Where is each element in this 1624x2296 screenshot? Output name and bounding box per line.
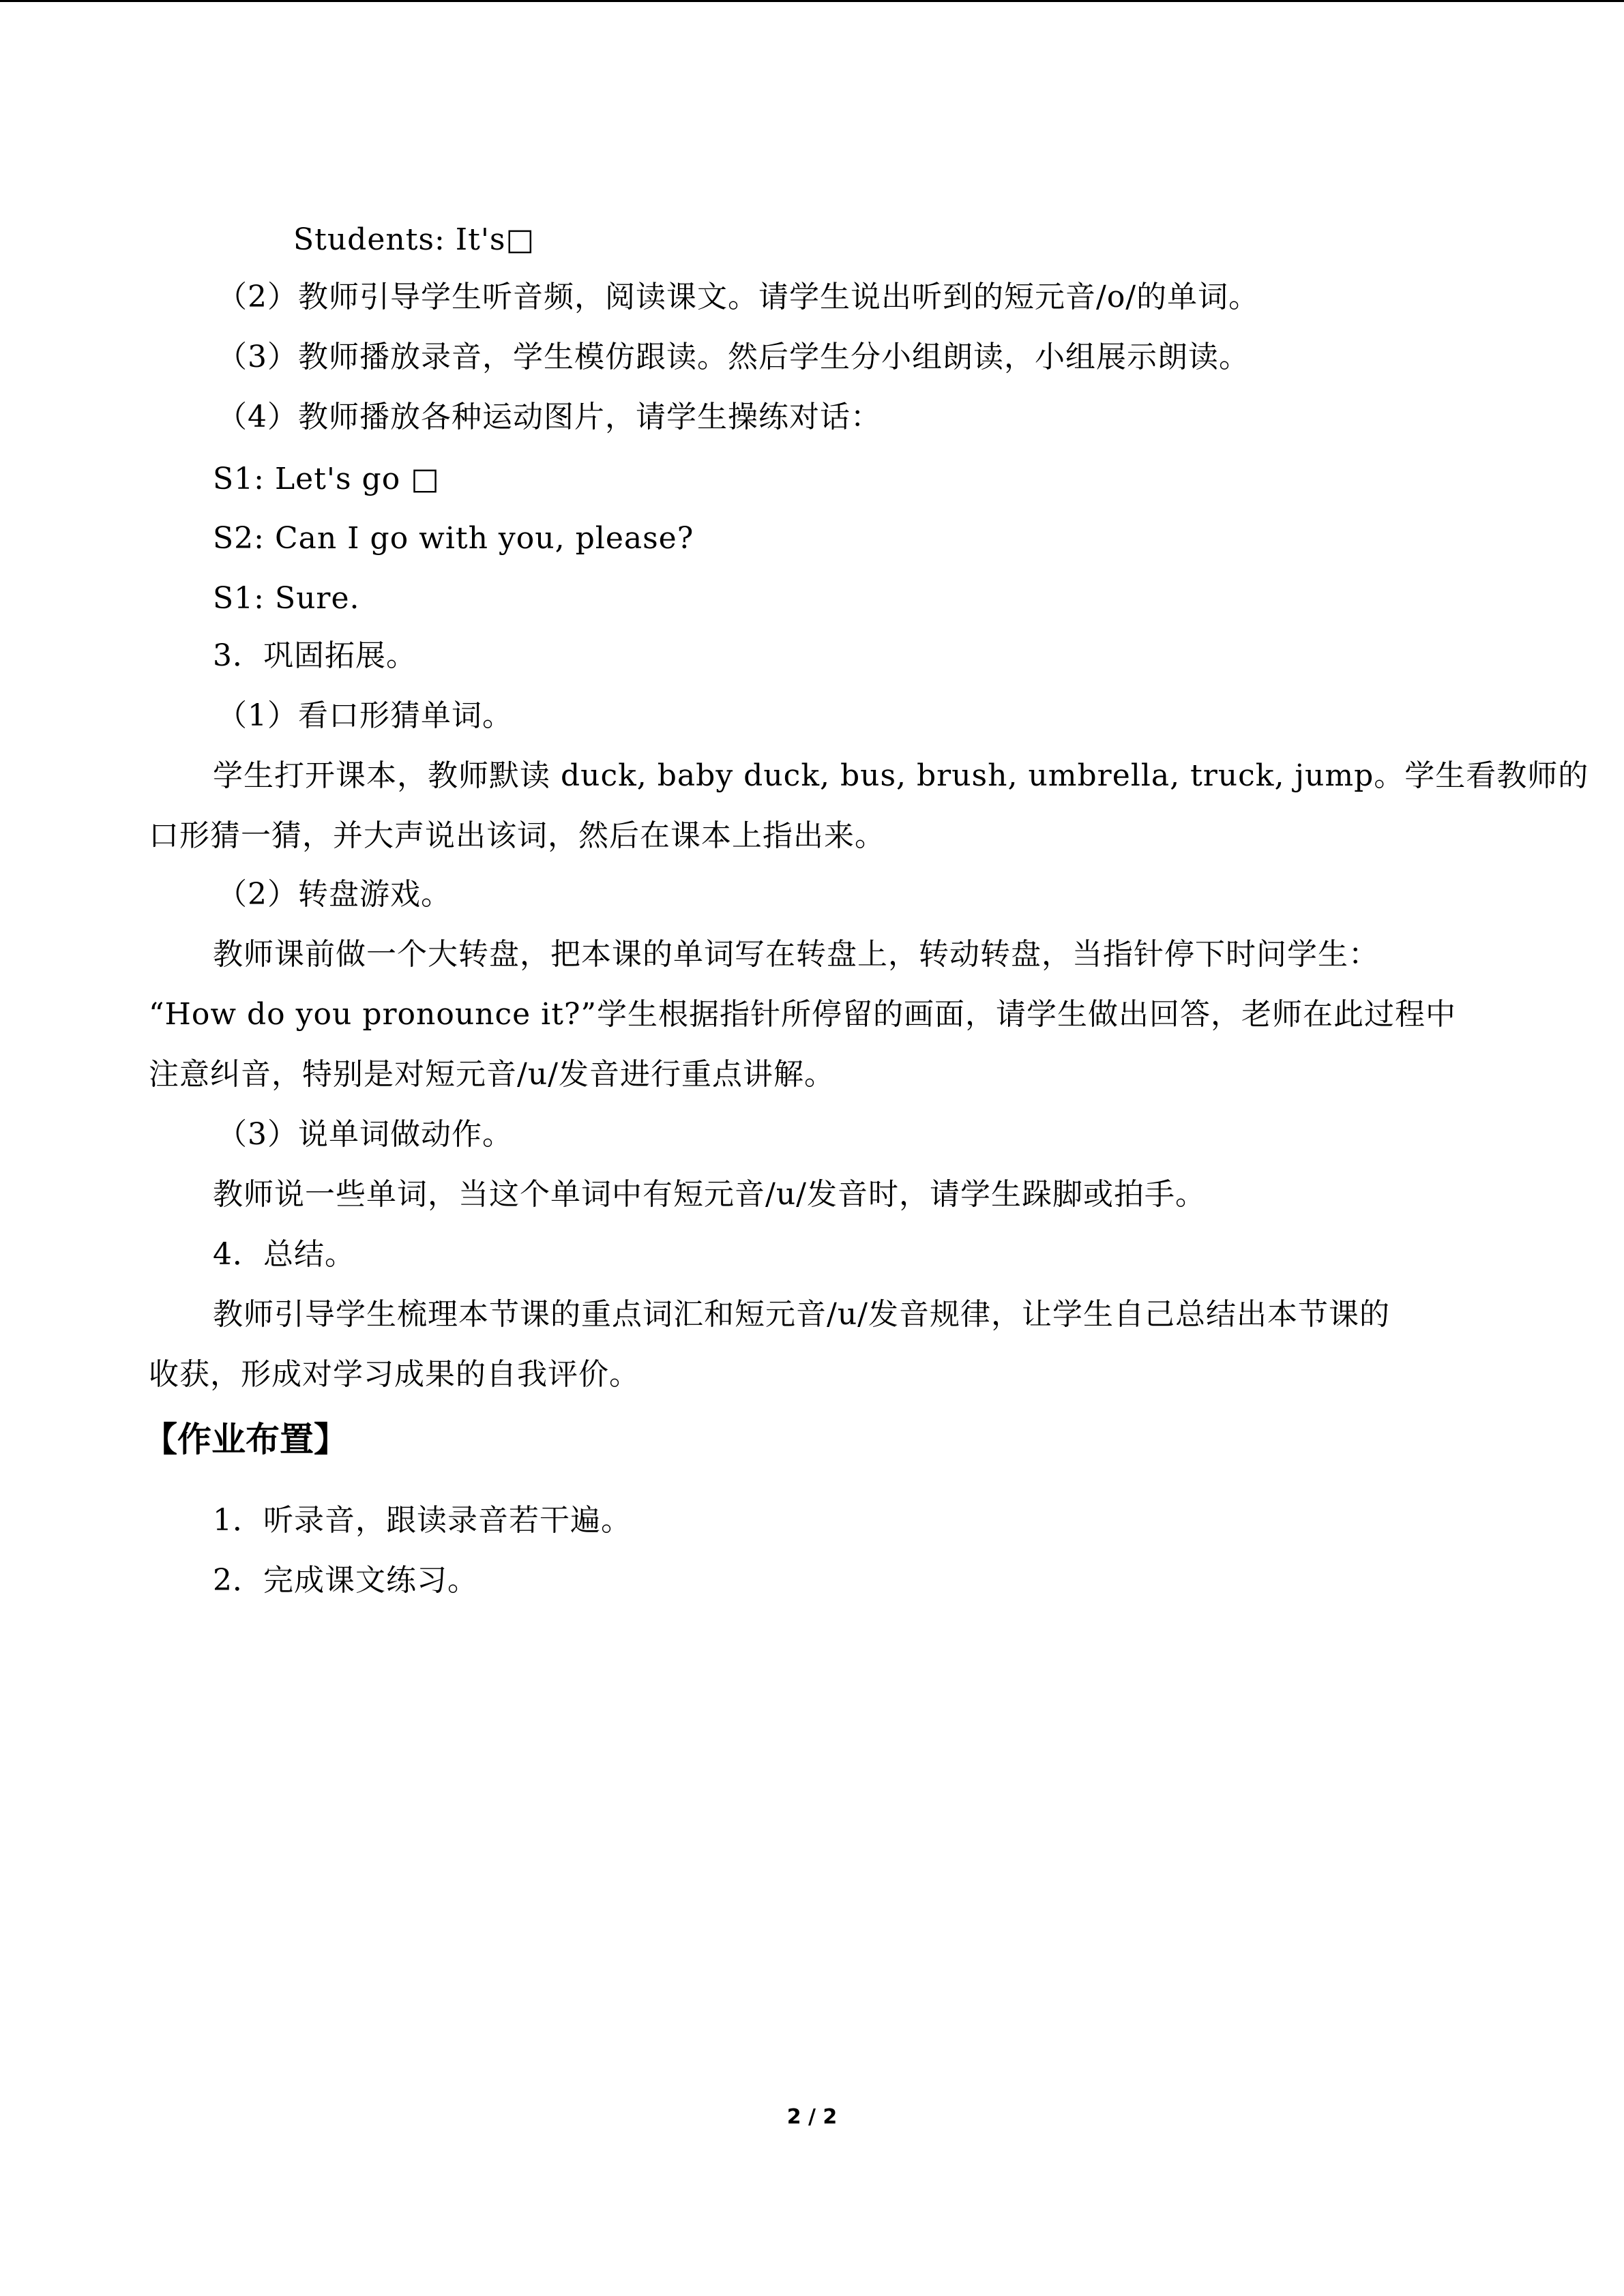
homework-heading: 【作业布置】 <box>143 1420 348 1459</box>
step-2-listen-read: （2）教师引导学生听音频，阅读课文。请学生说出听到的短元音/o/的单词。 <box>217 280 1260 314</box>
dialogue-line-s2-can-i-go: S2: Can I go with you, please? <box>213 521 694 556</box>
paragraph-guess-word-line-1: 学生打开课本，教师默读 duck, baby duck, bus, brush, umbrella, truck, jump。学生看教师的 <box>213 758 1589 793</box>
step-4-sports-dialogue: （4）教师播放各种运动图片，请学生操练对话： <box>217 400 881 434</box>
section-3-consolidate: 3．巩固拓展。 <box>213 638 417 673</box>
dialogue-line-s1-lets-go: S1: Let's go □ <box>213 462 440 496</box>
paragraph-summary-line-2: 收获，形成对学习成果的自我评价。 <box>149 1357 640 1392</box>
activity-2-spinner-game: （2）转盘游戏。 <box>217 877 452 912</box>
paragraph-spinner-line-3: 注意纠音，特别是对短元音/u/发音进行重点讲解。 <box>149 1057 835 1092</box>
homework-item-1: 1．听录音，跟读录音若干遍。 <box>213 1503 632 1538</box>
activity-3-say-and-act: （3）说单词做动作。 <box>217 1117 513 1152</box>
step-3-imitate-read: （3）教师播放录音，学生模仿跟读。然后学生分小组朗读，小组展示朗读。 <box>217 340 1250 374</box>
paragraph-spinner-line-2: “How do you pronounce it?”学生根据指针所停留的画面，请学生做出回答，老师在此过程中 <box>149 997 1457 1032</box>
paragraph-say-and-act: 教师说一些单词，当这个单词中有短元音/u/发音时，请学生跺脚或拍手。 <box>213 1177 1206 1212</box>
paragraph-guess-word-line-2: 口形猜一猜，并大声说出该词，然后在课本上指出来。 <box>149 818 885 853</box>
dialogue-line-students: Students: It's□ <box>293 222 535 257</box>
homework-item-2: 2．完成课文练习。 <box>213 1563 478 1598</box>
section-4-summary: 4．总结。 <box>213 1237 355 1272</box>
page-number: 2 / 2 <box>786 2105 838 2129</box>
dialogue-line-s1-sure: S1: Sure. <box>213 581 360 616</box>
activity-1-guess-word: （1）看口形猜单词。 <box>217 698 513 733</box>
paragraph-spinner-line-1: 教师课前做一个大转盘，把本课的单词写在转盘上，转动转盘，当指针停下时问学生： <box>213 937 1379 972</box>
paragraph-summary-line-1: 教师引导学生梳理本节课的重点词汇和短元音/u/发音规律，让学生自己总结出本节课的 <box>213 1297 1390 1332</box>
